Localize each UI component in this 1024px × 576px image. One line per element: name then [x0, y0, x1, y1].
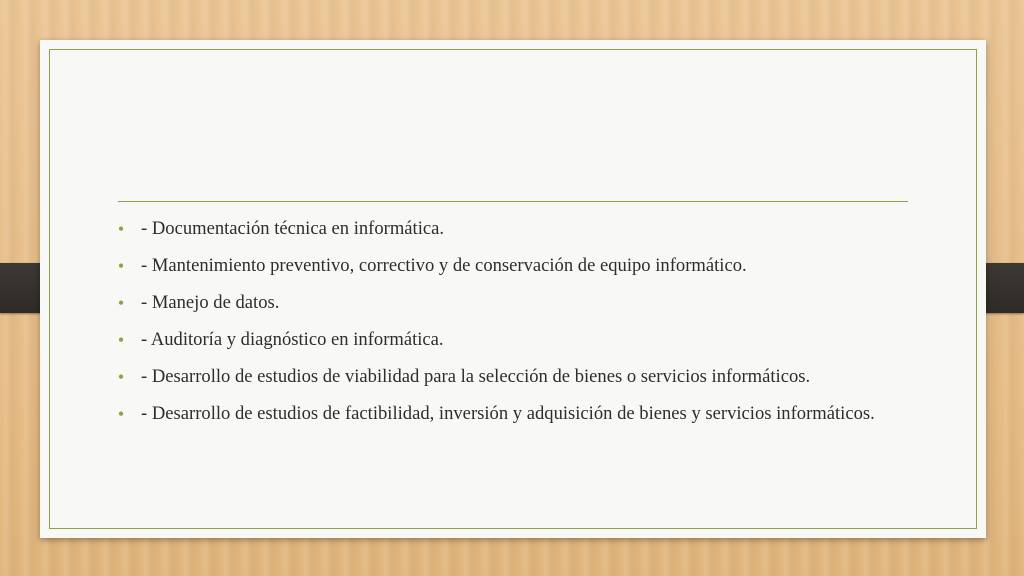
bullet-icon: •: [117, 404, 125, 424]
bullet-text: - Manejo de datos.: [141, 292, 280, 313]
bullet-item: [115, 365, 915, 389]
bullet-text: - Auditoría y diagnóstico en informática.: [141, 329, 444, 350]
slide-card: [40, 40, 986, 538]
bullet-text: - Mantenimiento preventivo, correctivo y de conservación de equipo informático.: [141, 255, 747, 276]
bullet-item: [115, 328, 915, 352]
bullet-icon: •: [117, 330, 125, 350]
bullet-item: [115, 254, 915, 278]
bullet-icon: •: [117, 293, 125, 313]
bullet-item: [115, 291, 915, 315]
bullet-item: [115, 402, 915, 426]
bullet-icon: •: [117, 256, 125, 276]
bullet-icon: •: [117, 219, 125, 239]
bullet-text: - Desarrollo de estudios de factibilidad, inversión y adquisición de bienes y servicios informáticos.: [141, 403, 875, 424]
bullet-list: [115, 217, 915, 439]
bullet-text: - Desarrollo de estudios de viabilidad para la selección de bienes o servicios informáticos.: [141, 366, 811, 387]
bullet-text: - Documentación técnica en informática.: [141, 218, 445, 239]
bullet-item: [115, 217, 915, 241]
title-divider: [118, 201, 908, 202]
bullet-icon: •: [117, 367, 125, 387]
